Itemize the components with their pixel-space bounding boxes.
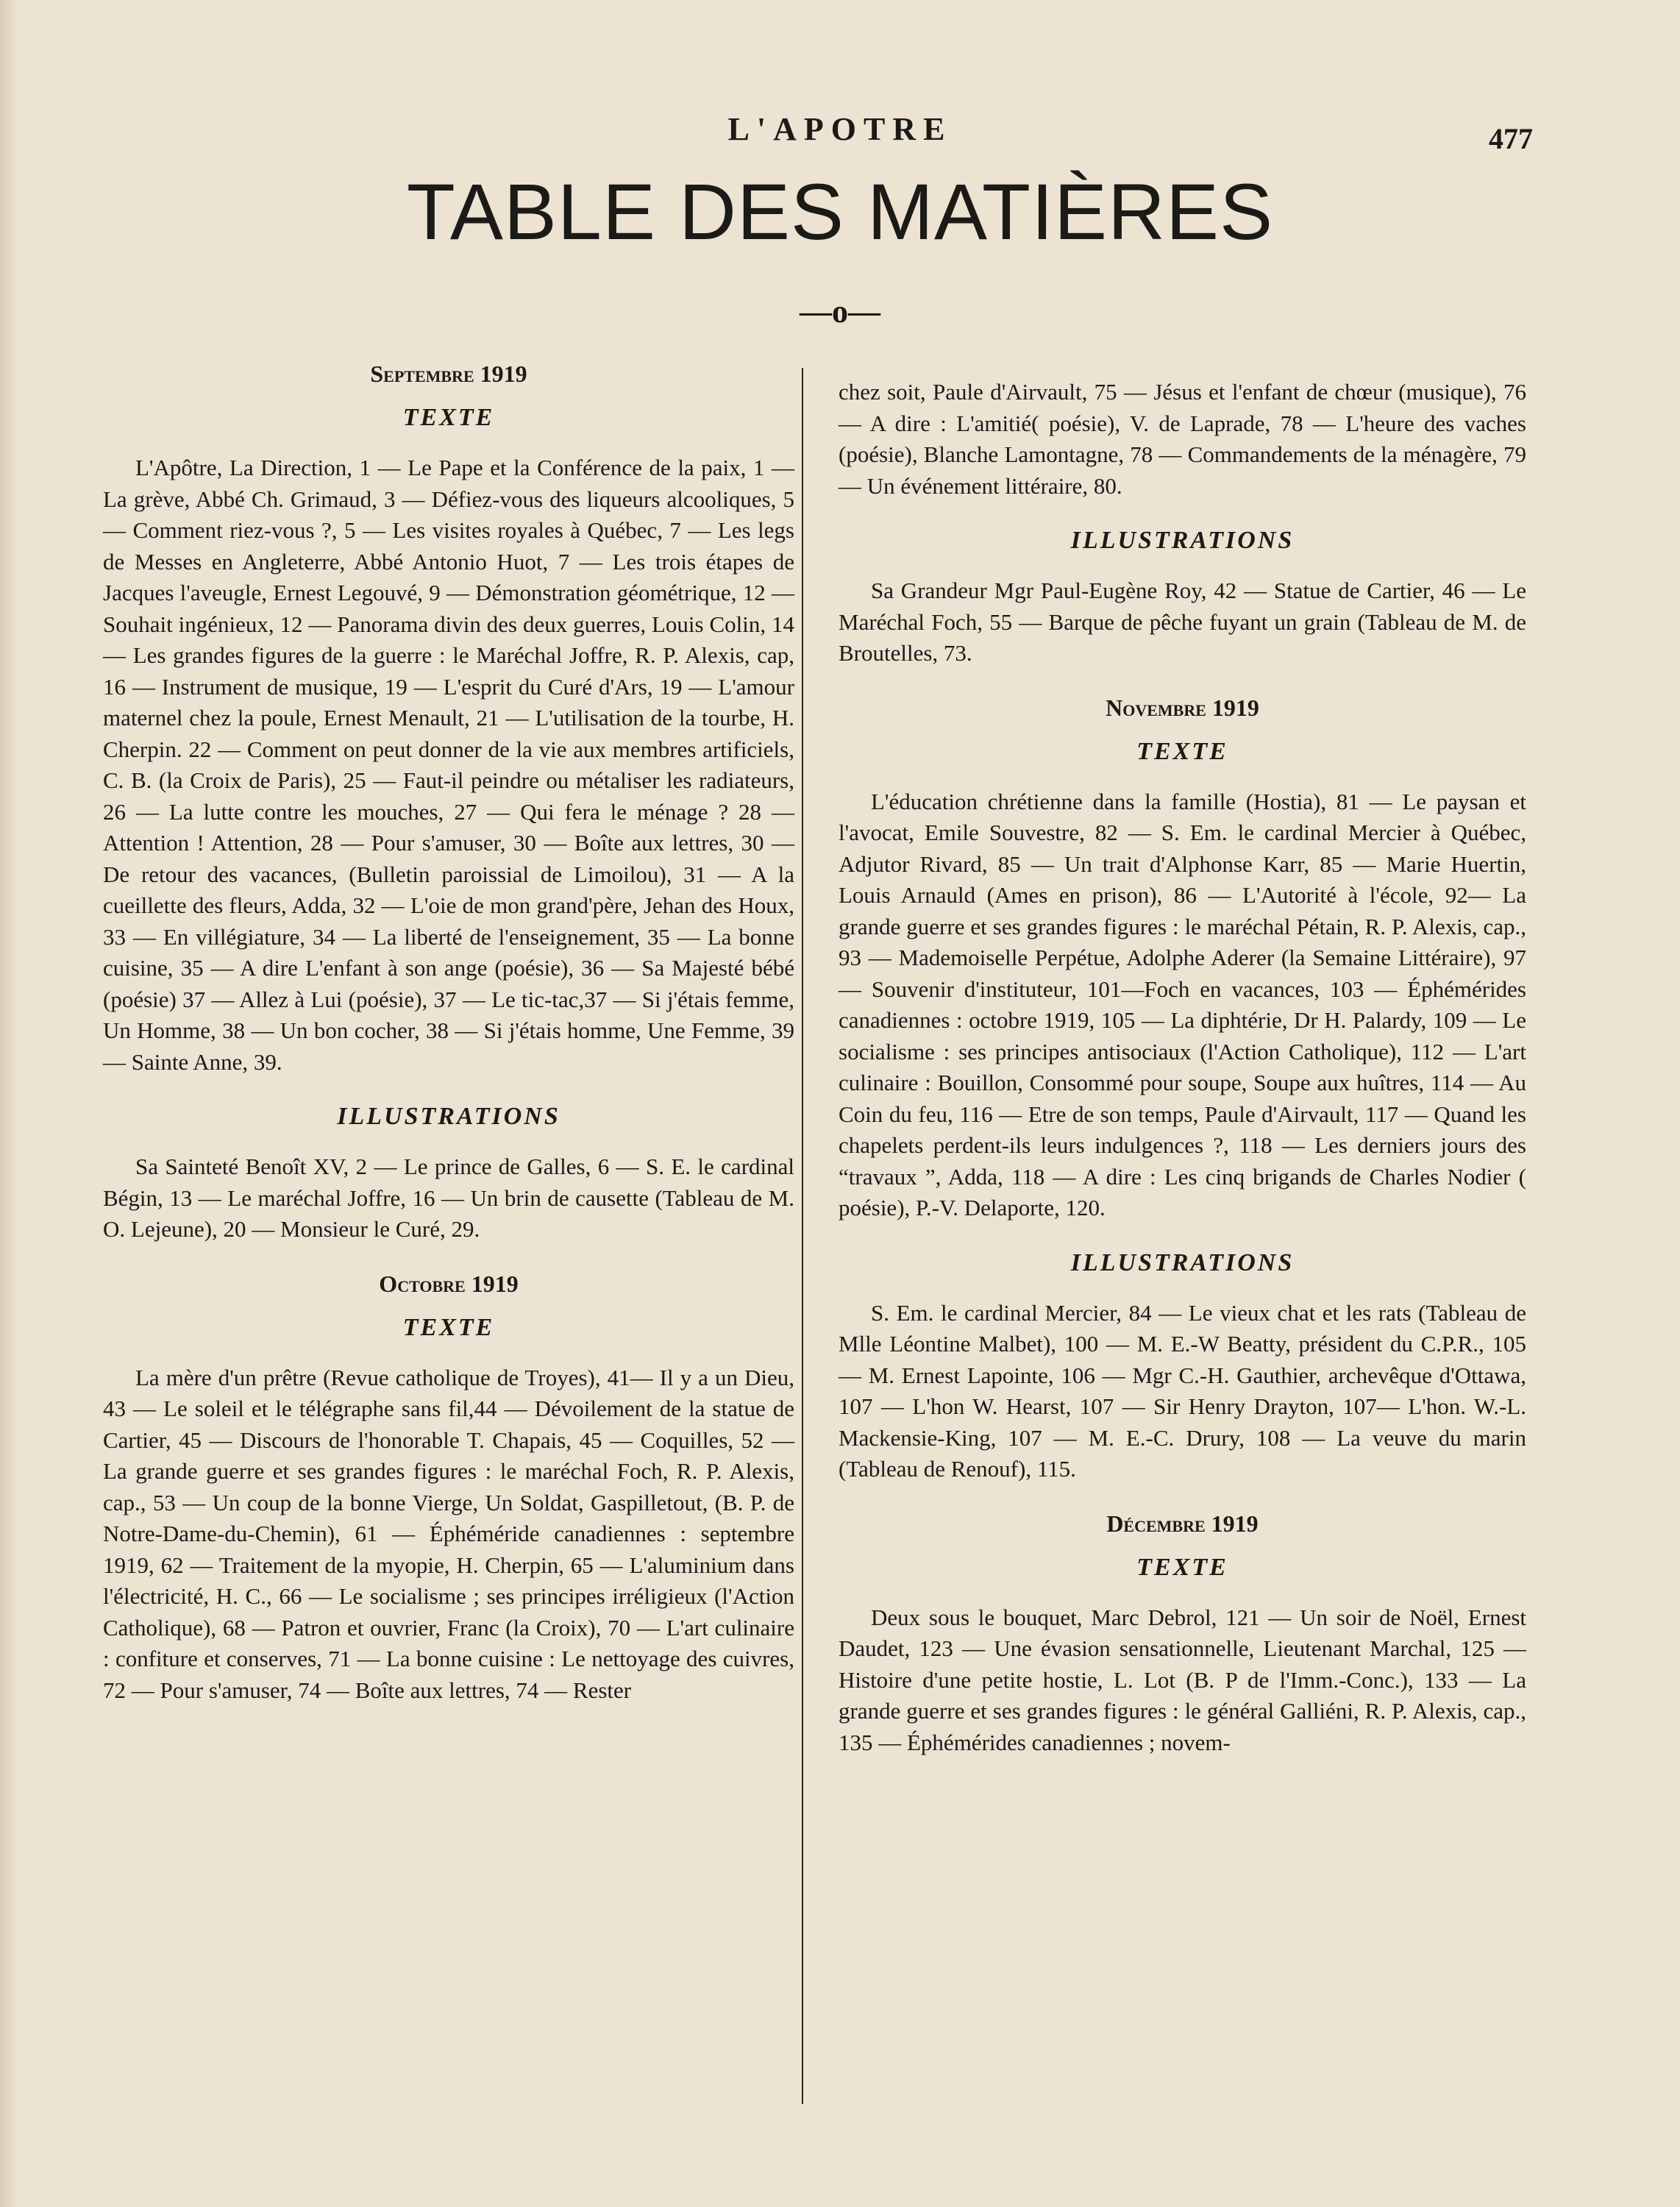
section-heading-illustrations: ILLUSTRATIONS — [337, 1103, 560, 1130]
column-divider — [802, 368, 803, 2104]
month-heading-october: Octobre 1919 — [379, 1270, 519, 1297]
entries-october-texte-continued: chez soit, Paule d'Airvault, 75 — Jésus et l'enfant de chœur (musique), 76 — A dire : L'amitié( poésie), V. de Laprade, 78 — L'heure des vaches (poésie), Blanche Lamontagne, 78 — Commandements de la ménagère, 79 — Un événement littéraire, 80. — [839, 379, 1526, 499]
entries-october-illustrations: Sa Grandeur Mgr Paul-Eugène Roy, 42 — Statue de Cartier, 46 — Le Maréchal Foch, 55 — Barque de pêche fuyant un grain (Tableau de M. de Broutelles, 73. — [839, 577, 1526, 666]
section-heading-illustrations: ILLUSTRATIONS — [1070, 527, 1295, 554]
entries-october-texte: La mère d'un prêtre (Revue catholique de Troyes), 41— Il y a un Dieu, 43 — Le soleil et le télégraphe sans fil,44 — Dévoilement de la statue de Cartier, 45 — Discours de l'honorable T. Chapais, 45 — Coquilles, 52 — La grande guerre et ses grandes figures : le maréchal Foch, R. P. Alexis, cap., 53 — Un coup de la bonne Vierge, Un Soldat, Gaspilletout, (B. P. de Notre-Dame-du-Chemin), 61 — Éphéméride canadiennes : septembre 1919, 62 — Traitement de la myopie, H. Cherpin, 65 — L'aluminium dans l'électricité, H. C., 66 — Le socialisme ; ses principes irréligieux (l'Action Catholique), 68 — Patron et ouvrier, Franc (la Croix), 70 — L'art culinaire : confiture et conserves, 71 — La bonne cuisine : Le nettoyage des cuivres, 72 — Pour s'amuser, 74 — Boîte aux lettres, 74 — Rester — [103, 1364, 794, 1703]
section-heading-texte: TEXTE — [1136, 1553, 1228, 1581]
entries-november-illustrations: S. Em. le cardinal Mercier, 84 — Le vieux chat et les rats (Tableau de Mlle Léontine Malbet), 100 — M. E.-W Beatty, président du C.P.R., 105 — M. Ernest Lapointe, 106 — Mgr C.-H. Gauthier, archevêque d'Ottawa, 107 — L'hon W. Hearst, 107 — Sir Henry Drayton, 107— L'hon. W.-L. Mackensie-King, 107 — M. E.-C. Drury, 108 — La veuve du marin (Tableau de Renouf), 115. — [839, 1299, 1526, 1482]
month-heading-november: Novembre 1919 — [1106, 694, 1259, 721]
section-heading-texte: TEXTE — [402, 1313, 495, 1341]
entries-september-illustrations: Sa Sainteté Benoît XV, 2 — Le prince de Galles, 6 — S. E. le cardinal Bégin, 13 — Le maréchal Joffre, 16 — Un brin de causette (Tableau de M. O. Lejeune), 20 — Monsieur le Curé, 29. — [103, 1154, 794, 1242]
month-heading-september: Septembre 1919 — [370, 360, 527, 387]
entries-december-texte: Deux sous le bouquet, Marc Debrol, 121 — Un soir de Noël, Ernest Daudet, 123 — Une évasion sensationnelle, Lieutenant Marchal, 125 — Histoire d'une petite hostie, L. Lot (B. P de l'Imm.-Conc.), 133 — La grande guerre et ses grandes figures : le général Galliéni, R. P. Alexis, cap., 135 — Éphémérides canadiennes ; novem- — [839, 1604, 1526, 1755]
right-column — [839, 377, 1526, 1783]
running-head: L'APOTRE — [727, 111, 953, 147]
month-heading-december: Décembre 1919 — [1106, 1510, 1259, 1537]
page-number: 477 — [1489, 122, 1533, 155]
entries-september-texte: L'Apôtre, La Direction, 1 — Le Pape et la Conférence de la paix, 1 — La grève, Abbé Ch. Grimaud, 3 — Défiez-vous des liqueurs alcooliques, 5 — Comment riez-vous ?, 5 — Les visites royales à Québec, 7 — Les legs de Messes en Angleterre, Abbé Antonio Huot, 7 — Les trois étapes de Jacques l'aveugle, Ernest Legouvé, 9 — Démonstration géométrique, 12 — Souhait ingénieux, 12 — Panorama divin des deux guerres, Louis Colin, 14 — Les grandes figures de la guerre : le Maréchal Joffre, R. P. Alexis, cap, 16 — Instrument de musique, 19 — L'esprit du Curé d'Ars, 19 — L'amour maternel chez la poule, Ernest Menault, 21 — L'utilisation de la tourbe, H. Cherpin. 22 — Comment on peut donner de la vie aux membres artificiels, C. B. (la Croix de Paris), 25 — Faut-il peindre ou métaliser les radiateurs, 26 — La lutte contre les mouches, 27 — Qui fera le ménage ? 28 — Attention ! Attention, 28 — Pour s'amuser, 30 — Boîte aux lettres, 30 — De retour des vacances, (Bulletin paroissial de Limoilou), 31 — A la cueillette des fleurs, Adda, 32 — L'oie de mon grand'père, Jehan des Houx, 33 — En villégiature, 34 — La liberté de l'enseignement, 35 — La bonne cuisine, 35 — A dire L'enfant à son ange (poésie), 36 — Sa Majesté bébé (poésie) 37 — Allez à Lui (poésie), 37 — Le tic-tac,37 — Si j'étais femme, Un Homme, 38 — Un bon cocher, 38 — Si j'étais homme, Une Femme, 39 — Sainte Anne, 39. — [103, 455, 794, 1075]
section-heading-illustrations: ILLUSTRATIONS — [1070, 1248, 1295, 1276]
title-ornament: —o— — [800, 294, 880, 330]
left-column — [103, 360, 794, 1731]
page-title: TABLE DES MATIÈRES — [406, 167, 1274, 256]
entries-november-texte: L'éducation chrétienne dans la famille (Hostia), 81 — Le paysan et l'avocat, Emile Souvestre, 82 — S. Em. le cardinal Mercier à Québec, Adjutor Rivard, 85 — Un trait d'Alphonse Karr, 85 — Marie Huertin, Louis Arnauld (Ames en prison), 86 — L'Autorité à l'école, 92— La grande guerre et ses grandes figures : le maréchal Pétain, R. P. Alexis, cap., 93 — Mademoiselle Perpétue, Adolphe Aderer (la Semaine Littéraire), 97 — Souvenir d'instituteur, 101—Foch en vacances, 103 — Éphémérides canadiennes : octobre 1919, 105 — La diphtérie, Dr H. Palardy, 109 — Le socialisme : ses principes antisociaux (l'Action Catholique), 112 — L'art culinaire : Bouillon, Consommé pour soupe, Soupe aux huîtres, 114 — Au Coin du feu, 116 — Etre de son temps, Paule d'Airvault, 117 — Quand les chapelets perdent-ils leurs indulgences ?, 118 — Les derniers jours des “travaux ”, Adda, 118 — A dire : Les cinq brigands de Charles Nodier ( poésie), P.-V. Delaporte, 120. — [839, 788, 1526, 1220]
page-edge — [0, 0, 18, 2207]
section-heading-texte: TEXTE — [402, 404, 495, 431]
section-heading-texte: TEXTE — [1136, 737, 1228, 765]
